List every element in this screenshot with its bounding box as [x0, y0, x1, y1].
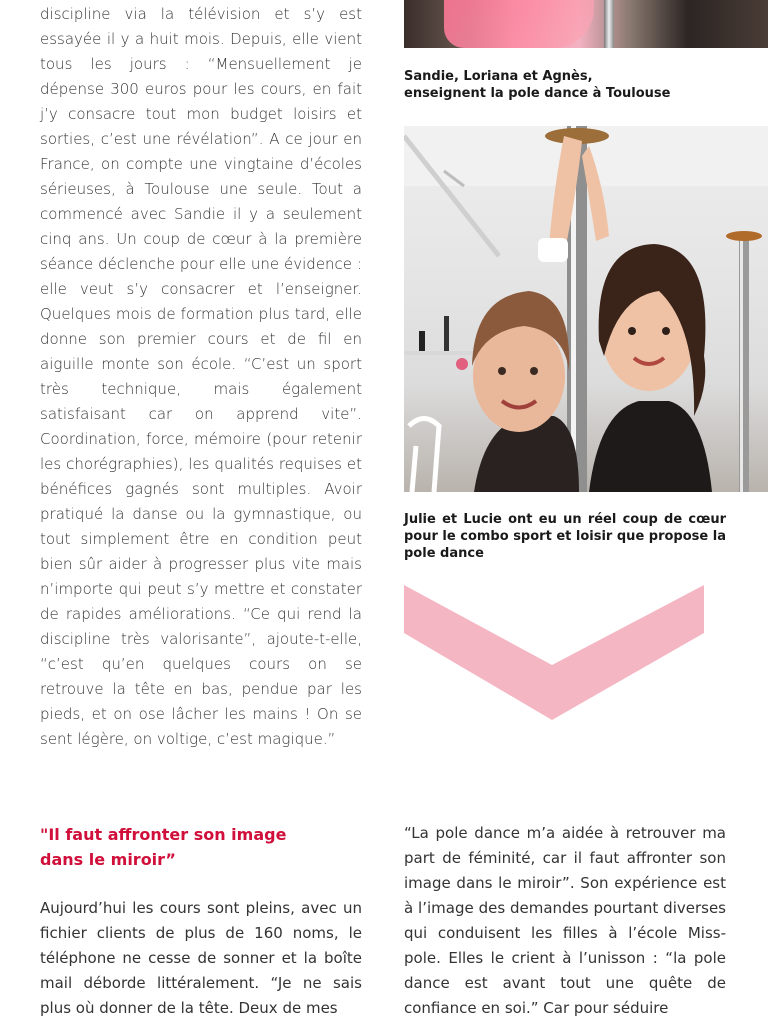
subheading-line: dans le miroir” — [40, 850, 176, 869]
photo-caption: Julie et Lucie ont eu un réel coup de cœur pour le combo sport et loisir que propose la pole dance — [404, 512, 726, 561]
article-paragraph: Aujourd’hui les cours sont pleins, avec un fichier clients de plus de 160 noms, le téléphone ne cesse de sonner et la boîte mail déborde littéralement. “Je ne sais plus où donner de la tête. Deux de mes — [40, 899, 362, 1017]
photo-detail — [444, 0, 594, 48]
subheading-line: "Il faut affronter son image — [40, 825, 287, 844]
photo-illustration — [404, 126, 768, 492]
section-subheading — [40, 822, 362, 872]
chevron-decoration-icon — [404, 585, 704, 720]
pole-detail — [604, 0, 614, 48]
dancers-photo-top — [404, 0, 768, 48]
article-paragraph: discipline via la télévision et s’y est essayée il y a huit mois. Depuis, elle vient tous les jours : “Mensuellement je dépense 300 euros pour les cours, en fait j’y consacre tout mon budget loisirs et sorties, c’est une révélation”. A ce jour en France, on compte une vingtaine d’écoles sérieuses, à Toulouse une seule. Tout a commencé avec Sandie il y a seulement cinq ans. Un coup de cœur à la première séance déclenche pour elle une évidence : elle veut s’y consacrer et l’enseigner. Quelques mois de formation plus tard, elle donne son premier cours et de fil en aiguille monte son école. “C’est un sport très technique, mais également satisfaisant car on apprend vite”. Coordination, force, mémoire (pour retenir les chorégraphies), les qualités requises et bénéfices gagnés sont multiples. Avoir pratiqué la danse ou la gymnastique, ou tout simplement être en condition peut bien sûr aider à progresser plus vite mais n’importe qui peut s’y mettre et constater de rapides améliorations. “Ce qui rend la discipline très valorisante”, ajoute-t-elle, “c’est qu’en quelques cours on se retrouve la tête en bas, pendue par les pieds, et on ose lâcher les mains ! On se sent légère, on voltige, c’est magique.” — [40, 5, 362, 748]
article-column-left — [40, 2, 362, 752]
caption-line: enseignent la pole dance à Toulouse — [404, 86, 671, 101]
caption-line: Sandie, Loriana et Agnès, — [404, 69, 593, 84]
julie-lucie-photo — [404, 126, 768, 492]
article-column-right-bottom — [404, 821, 726, 1021]
article-paragraph: “La pole dance m’a aidée à retrouver ma part de féminité, car il faut affronter son image dans le miroir”. Son expérience est à l’image des demandes pourtant diverses qui conduisent les filles à l’école Miss-pole. Elles le crient à l’unisson : “la pole dance est avant tout une quête de confiance en soi.” Car pour séduire — [404, 824, 726, 1017]
photo-caption-top — [404, 68, 744, 102]
article-column-left-bottom — [40, 896, 362, 1021]
